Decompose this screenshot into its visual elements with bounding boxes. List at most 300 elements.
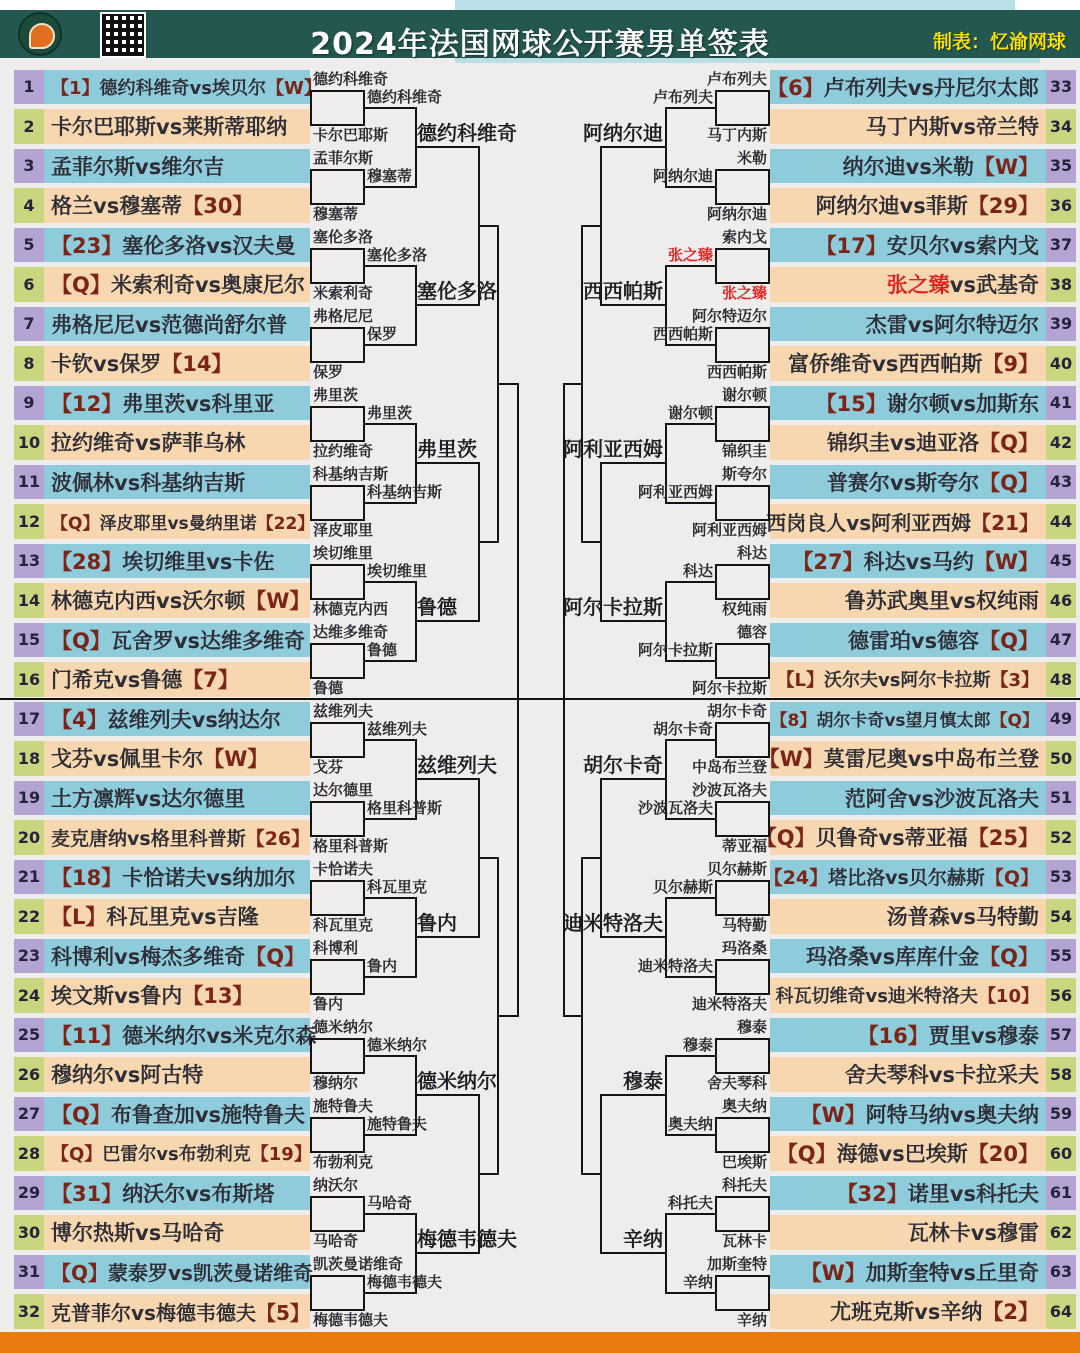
half-divider-line xyxy=(0,698,1080,700)
match-number: 39 xyxy=(1046,307,1076,342)
match-number: 57 xyxy=(1046,1018,1076,1053)
round1-winner: 加斯奎特 xyxy=(706,1255,767,1273)
bracket-line xyxy=(497,1015,517,1017)
match-number: 51 xyxy=(1046,781,1076,816)
round1-winner: 弗格尼尼 xyxy=(313,307,374,325)
round1-winner: 权纯雨 xyxy=(721,599,767,618)
match-label: 【W】 加斯奎特vs丘里奇 xyxy=(770,1255,1046,1290)
bracket-line xyxy=(583,1173,602,1175)
match-number: 14 xyxy=(14,583,44,618)
round1-winner: 张之臻 xyxy=(721,283,767,302)
match-label: 卡尔巴耶斯vs莱斯蒂耶纳 xyxy=(44,109,310,144)
round2-winner: 贝尔赫斯 xyxy=(652,877,713,896)
round1-winner: 马丁内斯 xyxy=(706,125,767,144)
round1-winner: 奥夫纳 xyxy=(721,1097,767,1115)
match-label: 玛洛桑vs库库什金 【Q】 xyxy=(770,939,1046,974)
match-label: 【17】 安贝尔vs索内戈 xyxy=(770,228,1046,263)
match-label: 博尔热斯vs马哈奇 xyxy=(44,1215,310,1250)
round1-winner: 锦织圭 xyxy=(721,441,767,460)
match-label: 穆纳尔vs阿古特 xyxy=(44,1057,310,1092)
round1-winner: 马特勤 xyxy=(721,915,767,934)
match-number: 27 xyxy=(14,1097,44,1132)
bracket-line xyxy=(665,423,717,425)
round1-winner: 德约科维奇 xyxy=(313,70,389,88)
match-number: 52 xyxy=(1046,820,1076,855)
match-number: 19 xyxy=(14,781,44,816)
match-label: 【Q】 布鲁查加vs施特鲁夫 xyxy=(44,1097,310,1132)
match-number: 59 xyxy=(1046,1097,1076,1132)
match-number: 13 xyxy=(14,544,44,579)
round3-winner: 迪米特洛夫 xyxy=(563,911,663,936)
match-label: 尤班克斯vs辛纳 【2】 xyxy=(770,1294,1046,1329)
match-label: 【Q】 瓦舍罗vs达维多维奇 xyxy=(44,623,310,658)
round1-winner: 泽皮耶里 xyxy=(313,520,374,539)
match-number: 2 xyxy=(14,109,44,144)
match-number: 61 xyxy=(1046,1176,1076,1211)
pair-bracket xyxy=(715,643,770,679)
round1-winner: 阿纳尔迪 xyxy=(706,204,767,223)
match-label: 鲁苏武奥里vs权纯雨 xyxy=(770,583,1046,618)
match-number: 40 xyxy=(1046,346,1076,381)
bracket-line xyxy=(363,1292,415,1294)
match-label: 格兰vs穆塞蒂 【30】 xyxy=(44,188,310,223)
pair-bracket xyxy=(310,722,365,758)
match-label: 【28】 埃切维里vs卡佐 xyxy=(44,544,310,579)
round1-winner: 卡恰诺夫 xyxy=(313,860,374,878)
round2-winner: 西西帕斯 xyxy=(652,324,713,343)
pair-bracket xyxy=(310,801,365,837)
round3-winner: 阿纳尔迪 xyxy=(583,121,663,146)
round2-winner: 科瓦里克 xyxy=(367,877,428,896)
match-label: 瓦林卡vs穆雷 xyxy=(770,1215,1046,1250)
bracket-line xyxy=(665,1134,717,1136)
pair-bracket xyxy=(715,169,770,205)
round2-winner: 科基纳吉斯 xyxy=(367,482,443,501)
bracket-line xyxy=(665,344,717,346)
bracket-line xyxy=(583,541,602,543)
round2-winner: 弗里茨 xyxy=(367,403,413,422)
round2-winner: 施特鲁夫 xyxy=(367,1114,428,1133)
bracket-line xyxy=(363,186,415,188)
qr-pattern xyxy=(102,14,144,56)
round3-winner: 鲁德 xyxy=(417,595,457,620)
match-label: 孟菲尔斯vs维尔吉 xyxy=(44,149,310,184)
match-number: 58 xyxy=(1046,1057,1076,1092)
round3-winner: 德米纳尔 xyxy=(417,1069,497,1094)
match-label: 张之臻 vs武基奇 xyxy=(770,267,1046,302)
round1-winner: 达维多维奇 xyxy=(313,623,389,641)
match-label: 克普菲尔vs梅德韦德夫 【5】 xyxy=(44,1294,310,1329)
match-label: 舍夫琴科vs卡拉采夫 xyxy=(770,1057,1046,1092)
match-label: 富侨维奇vs西西帕斯 【9】 xyxy=(770,346,1046,381)
bracket-line xyxy=(665,581,717,583)
match-number: 17 xyxy=(14,702,44,737)
round1-winner: 胡尔卡奇 xyxy=(706,702,767,720)
round1-winner: 兹维列夫 xyxy=(313,702,374,720)
round2-winner: 鲁内 xyxy=(367,956,398,975)
match-number: 56 xyxy=(1046,978,1076,1013)
bracket-line xyxy=(563,1015,583,1017)
match-label: 锦织圭vs迪亚洛 【Q】 xyxy=(770,425,1046,460)
round1-winner: 米勒 xyxy=(736,149,767,167)
bracket-line xyxy=(665,186,717,188)
match-label: 麦克唐纳vs格里科普斯 【26】 xyxy=(44,820,310,855)
match-number: 45 xyxy=(1046,544,1076,579)
pair-bracket xyxy=(310,90,365,126)
match-label: 【6】 卢布列夫vs丹尼尔太郎 xyxy=(770,70,1046,105)
round1-winner: 舍夫琴科 xyxy=(706,1073,767,1092)
match-label: 科博利vs梅杰多维奇 【Q】 xyxy=(44,939,310,974)
match-label: 阿纳尔迪vs菲斯 【29】 xyxy=(770,188,1046,223)
round1-winner: 中岛布兰登 xyxy=(691,757,767,776)
match-label: 【11】 德米纳尔vs米克尔森 xyxy=(44,1018,310,1053)
match-number: 9 xyxy=(14,386,44,421)
match-number: 22 xyxy=(14,899,44,934)
match-number: 41 xyxy=(1046,386,1076,421)
round1-winner: 米索利奇 xyxy=(313,283,374,302)
pair-bracket xyxy=(310,169,365,205)
pair-bracket xyxy=(310,959,365,995)
match-number: 43 xyxy=(1046,465,1076,500)
match-label: 【1】 德约科维奇vs埃贝尔 【W】 xyxy=(44,70,310,105)
pair-bracket xyxy=(310,1117,365,1153)
round2-winner: 保罗 xyxy=(367,324,398,343)
bracket-line xyxy=(363,423,415,425)
pair-bracket xyxy=(310,248,365,284)
bracket-line xyxy=(665,107,717,109)
match-number: 15 xyxy=(14,623,44,658)
round1-winner: 索内戈 xyxy=(721,228,767,246)
match-label: 【16】 贾里vs穆泰 xyxy=(770,1018,1046,1053)
round2-winner: 沙波瓦洛夫 xyxy=(637,798,713,817)
match-number: 8 xyxy=(14,346,44,381)
round1-winner: 科瓦里克 xyxy=(313,915,374,934)
match-number: 62 xyxy=(1046,1215,1076,1250)
match-number: 49 xyxy=(1046,702,1076,737)
round2-winner: 马哈奇 xyxy=(367,1193,413,1212)
match-label: 范阿舍vs沙波瓦洛夫 xyxy=(770,781,1046,816)
round1-winner: 科博利 xyxy=(313,939,359,957)
match-number: 33 xyxy=(1046,70,1076,105)
round1-winner: 沙波瓦洛夫 xyxy=(691,781,767,799)
round1-winner: 德容 xyxy=(736,623,767,641)
bracket-line xyxy=(665,660,717,662)
match-label: 土方凛辉vs达尔德里 xyxy=(44,781,310,816)
round3-winner: 阿利亚西姆 xyxy=(563,437,663,462)
round3-winner: 梅德韦德夫 xyxy=(417,1227,517,1252)
pair-bracket xyxy=(715,406,770,442)
match-number: 32 xyxy=(14,1294,44,1329)
round3-winner: 西西帕斯 xyxy=(583,279,663,304)
match-number: 28 xyxy=(14,1136,44,1171)
match-number: 50 xyxy=(1046,741,1076,776)
match-label: 拉约维奇vs萨菲乌林 xyxy=(44,425,310,460)
round1-winner: 戈芬 xyxy=(313,757,344,776)
bracket-line xyxy=(363,660,415,662)
pair-bracket xyxy=(310,406,365,442)
pair-bracket xyxy=(310,1038,365,1074)
bracket-line xyxy=(478,857,497,859)
round3-winner: 塞伦多洛 xyxy=(417,279,497,304)
roland-garros-logo-mark xyxy=(29,23,55,49)
bracket-line xyxy=(363,1213,415,1215)
pair-bracket xyxy=(715,564,770,600)
round1-winner: 达尔德里 xyxy=(313,781,374,799)
match-number: 4 xyxy=(14,188,44,223)
match-label: 【L】 科瓦里克vs吉隆 xyxy=(44,899,310,934)
match-number: 24 xyxy=(14,978,44,1013)
match-number: 64 xyxy=(1046,1294,1076,1329)
match-label: 【W】 阿特马纳vs奥夫纳 xyxy=(770,1097,1046,1132)
match-label: 【Q】 米索利奇vs奥康尼尔 xyxy=(44,267,310,302)
round1-winner: 玛洛桑 xyxy=(721,939,767,957)
match-number: 30 xyxy=(14,1215,44,1250)
round2-winner: 科达 xyxy=(682,561,713,580)
bracket-line xyxy=(665,739,717,741)
match-number: 37 xyxy=(1046,228,1076,263)
match-number: 47 xyxy=(1046,623,1076,658)
match-label: 【15】 谢尔顿vs加斯东 xyxy=(770,386,1046,421)
round1-winner: 马哈奇 xyxy=(313,1231,359,1250)
round3-winner: 兹维列夫 xyxy=(417,753,497,778)
pair-bracket xyxy=(715,1038,770,1074)
round1-winner: 卡尔巴耶斯 xyxy=(313,125,389,144)
round1-winner: 鲁内 xyxy=(313,994,344,1013)
round1-winner: 布勃利克 xyxy=(313,1152,374,1171)
match-label: 【24】 塔比洛vs贝尔赫斯 【Q】 xyxy=(770,860,1046,895)
bracket-line xyxy=(363,818,415,820)
pair-bracket xyxy=(715,722,770,758)
bracket-line xyxy=(665,818,717,820)
pair-bracket xyxy=(715,90,770,126)
round2-winner: 穆塞蒂 xyxy=(367,166,413,185)
pair-bracket xyxy=(715,1275,770,1311)
match-label: 卡钦vs保罗 【14】 xyxy=(44,346,310,381)
match-number: 12 xyxy=(14,504,44,539)
bracket-line xyxy=(665,897,717,899)
match-number: 21 xyxy=(14,860,44,895)
match-label: 【23】 塞伦多洛vs汉夫曼 xyxy=(44,228,310,263)
round2-winner: 德米纳尔 xyxy=(367,1035,428,1054)
match-number: 34 xyxy=(1046,109,1076,144)
match-label: 【31】 纳沃尔vs布斯塔 xyxy=(44,1176,310,1211)
bracket-line xyxy=(363,897,415,899)
pair-bracket xyxy=(310,880,365,916)
bracket-line xyxy=(478,1173,497,1175)
match-label: 波佩林vs科基纳吉斯 xyxy=(44,465,310,500)
match-label: 纳尔迪vs米勒 【W】 xyxy=(770,149,1046,184)
round2-winner: 辛纳 xyxy=(682,1272,713,1291)
round1-winner: 迪米特洛夫 xyxy=(691,994,767,1013)
pair-bracket xyxy=(310,1275,365,1311)
match-label: 【Q】 贝鲁奇vs蒂亚福 【25】 xyxy=(770,820,1046,855)
round3-winner: 阿尔卡拉斯 xyxy=(563,595,663,620)
round2-winner: 张之臻 xyxy=(667,245,713,264)
round1-winner: 孟菲尔斯 xyxy=(313,149,374,167)
bracket-line xyxy=(478,225,497,227)
page-title: 2024年法国网球公开赛男单签表 xyxy=(310,27,770,62)
round2-winner: 格里科普斯 xyxy=(367,798,443,817)
match-label: 【32】 诺里vs科托夫 xyxy=(770,1176,1046,1211)
round2-winner: 科托夫 xyxy=(667,1193,713,1212)
round2-winner: 迪米特洛夫 xyxy=(637,956,713,975)
pair-bracket xyxy=(310,643,365,679)
bracket-line xyxy=(363,344,415,346)
match-label: 【27】 科达vs马约 【W】 xyxy=(770,544,1046,579)
bracket-line xyxy=(363,1055,415,1057)
round1-winner: 施特鲁夫 xyxy=(313,1097,374,1115)
round1-winner: 阿尔特迈尔 xyxy=(691,307,767,325)
round1-winner: 拉约维奇 xyxy=(313,441,374,460)
match-number: 38 xyxy=(1046,267,1076,302)
match-number: 31 xyxy=(14,1255,44,1290)
round1-winner: 阿利亚西姆 xyxy=(691,520,767,539)
round1-winner: 塞伦多洛 xyxy=(313,228,374,246)
round3-winner: 鲁内 xyxy=(417,911,457,936)
pair-bracket xyxy=(715,801,770,837)
match-label: 杰雷vs阿尔特迈尔 xyxy=(770,307,1046,342)
match-number: 35 xyxy=(1046,149,1076,184)
bracket-line xyxy=(363,265,415,267)
round1-winner: 斯夸尔 xyxy=(721,465,767,483)
pair-bracket xyxy=(310,564,365,600)
bracket-line xyxy=(478,541,497,543)
match-label: 普赛尔vs斯夸尔 【Q】 xyxy=(770,465,1046,500)
roland-garros-logo xyxy=(18,12,62,56)
bracket-line xyxy=(583,857,602,859)
match-label: 门希克vs鲁德 【7】 xyxy=(44,662,310,697)
match-label: 埃文斯vs鲁内 【13】 xyxy=(44,978,310,1013)
round1-winner: 纳沃尔 xyxy=(313,1176,359,1194)
round3-winner: 弗里茨 xyxy=(417,437,477,462)
round3-winner: 穆泰 xyxy=(623,1069,663,1094)
pair-bracket xyxy=(715,1196,770,1232)
match-label: 汤普森vs马特勤 xyxy=(770,899,1046,934)
match-number: 1 xyxy=(14,70,44,105)
match-label: 弗格尼尼vs范德尚舒尔普 xyxy=(44,307,310,342)
round3-winner: 胡尔卡奇 xyxy=(583,753,663,778)
match-number: 63 xyxy=(1046,1255,1076,1290)
round1-winner: 埃切维里 xyxy=(313,544,374,562)
round2-winner: 奥夫纳 xyxy=(667,1114,713,1133)
round1-winner: 瓦林卡 xyxy=(721,1231,767,1250)
match-label: 马丁内斯vs帝兰特 xyxy=(770,109,1046,144)
match-label: 德雷珀vs德容 【Q】 xyxy=(770,623,1046,658)
round1-winner: 德米纳尔 xyxy=(313,1018,374,1036)
round1-winner: 卢布列夫 xyxy=(706,70,767,88)
match-number: 7 xyxy=(14,307,44,342)
round1-winner: 林德克内西 xyxy=(313,599,389,618)
match-number: 26 xyxy=(14,1057,44,1092)
match-label: 科瓦切维奇vs迪米特洛夫 【10】 xyxy=(770,978,1046,1013)
match-number: 20 xyxy=(14,820,44,855)
round1-winner: 阿尔卡拉斯 xyxy=(691,678,767,697)
match-label: 【8】 胡尔卡奇vs望月慎太郎 【Q】 xyxy=(770,702,1046,737)
match-number: 29 xyxy=(14,1176,44,1211)
match-number: 6 xyxy=(14,267,44,302)
match-number: 25 xyxy=(14,1018,44,1053)
match-label: 【W】 莫雷尼奥vs中岛布兰登 xyxy=(770,741,1046,776)
pair-bracket xyxy=(715,959,770,995)
bracket-line xyxy=(665,976,717,978)
pair-bracket xyxy=(310,1196,365,1232)
round2-winner: 鲁德 xyxy=(367,640,398,659)
round1-winner: 科基纳吉斯 xyxy=(313,465,389,483)
match-number: 11 xyxy=(14,465,44,500)
round2-winner: 谢尔顿 xyxy=(667,403,713,422)
pair-bracket xyxy=(715,880,770,916)
round3-winner: 德约科维奇 xyxy=(417,121,517,146)
round2-winner: 卢布列夫 xyxy=(652,87,713,106)
round2-winner: 埃切维里 xyxy=(367,561,428,580)
bracket-line xyxy=(363,739,415,741)
match-number: 44 xyxy=(1046,504,1076,539)
round1-winner: 科达 xyxy=(736,544,767,562)
bracket-line xyxy=(363,107,415,109)
bracket-line xyxy=(665,265,717,267)
bracket-line xyxy=(497,383,517,385)
top-blue-strip xyxy=(455,0,1015,10)
match-label: 【4】 兹维列夫vs纳达尔 xyxy=(44,702,310,737)
round1-winner: 格里科普斯 xyxy=(313,836,389,855)
match-number: 36 xyxy=(1046,188,1076,223)
round1-winner: 科托夫 xyxy=(721,1176,767,1194)
match-number: 60 xyxy=(1046,1136,1076,1171)
match-label: 【Q】 巴雷尔vs布勃利克 【19】 xyxy=(44,1136,310,1171)
pair-bracket xyxy=(715,1117,770,1153)
pair-bracket xyxy=(715,248,770,284)
match-number: 55 xyxy=(1046,939,1076,974)
round1-winner: 巴埃斯 xyxy=(721,1152,767,1171)
match-label: 【12】 弗里茨vs科里亚 xyxy=(44,386,310,421)
round3-winner: 辛纳 xyxy=(623,1227,663,1252)
match-label: 【18】 卡恰诺夫vs纳加尔 xyxy=(44,860,310,895)
match-number: 42 xyxy=(1046,425,1076,460)
match-label: 戈芬vs佩里卡尔 【W】 xyxy=(44,741,310,776)
match-number: 18 xyxy=(14,741,44,776)
bracket-line xyxy=(363,976,415,978)
match-label: 西岗良人vs阿利亚西姆 【21】 xyxy=(770,504,1046,539)
match-number: 54 xyxy=(1046,899,1076,934)
pair-bracket xyxy=(715,485,770,521)
round1-winner: 保罗 xyxy=(313,362,344,381)
match-number: 46 xyxy=(1046,583,1076,618)
bracket-line xyxy=(665,1213,717,1215)
bracket-line xyxy=(583,225,602,227)
round1-winner: 谢尔顿 xyxy=(721,386,767,404)
round1-winner: 穆塞蒂 xyxy=(313,204,359,223)
round1-winner: 贝尔赫斯 xyxy=(706,860,767,878)
bracket-line xyxy=(363,1134,415,1136)
pair-bracket xyxy=(310,485,365,521)
match-number: 53 xyxy=(1046,860,1076,895)
match-number: 48 xyxy=(1046,662,1076,697)
round1-winner: 穆泰 xyxy=(736,1018,767,1036)
round1-winner: 鲁德 xyxy=(313,678,344,697)
qr-code xyxy=(100,12,146,58)
round2-winner: 塞伦多洛 xyxy=(367,245,428,264)
bracket-line xyxy=(665,502,717,504)
bracket-line xyxy=(665,1292,717,1294)
bottom-orange-bar xyxy=(0,1332,1080,1353)
match-number: 10 xyxy=(14,425,44,460)
match-number: 3 xyxy=(14,149,44,184)
round2-winner: 胡尔卡奇 xyxy=(652,719,713,738)
round1-winner: 穆纳尔 xyxy=(313,1073,359,1092)
round2-winner: 梅德韦德夫 xyxy=(367,1272,443,1291)
round1-winner: 弗里茨 xyxy=(313,386,359,404)
round1-winner: 梅德韦德夫 xyxy=(313,1310,389,1329)
